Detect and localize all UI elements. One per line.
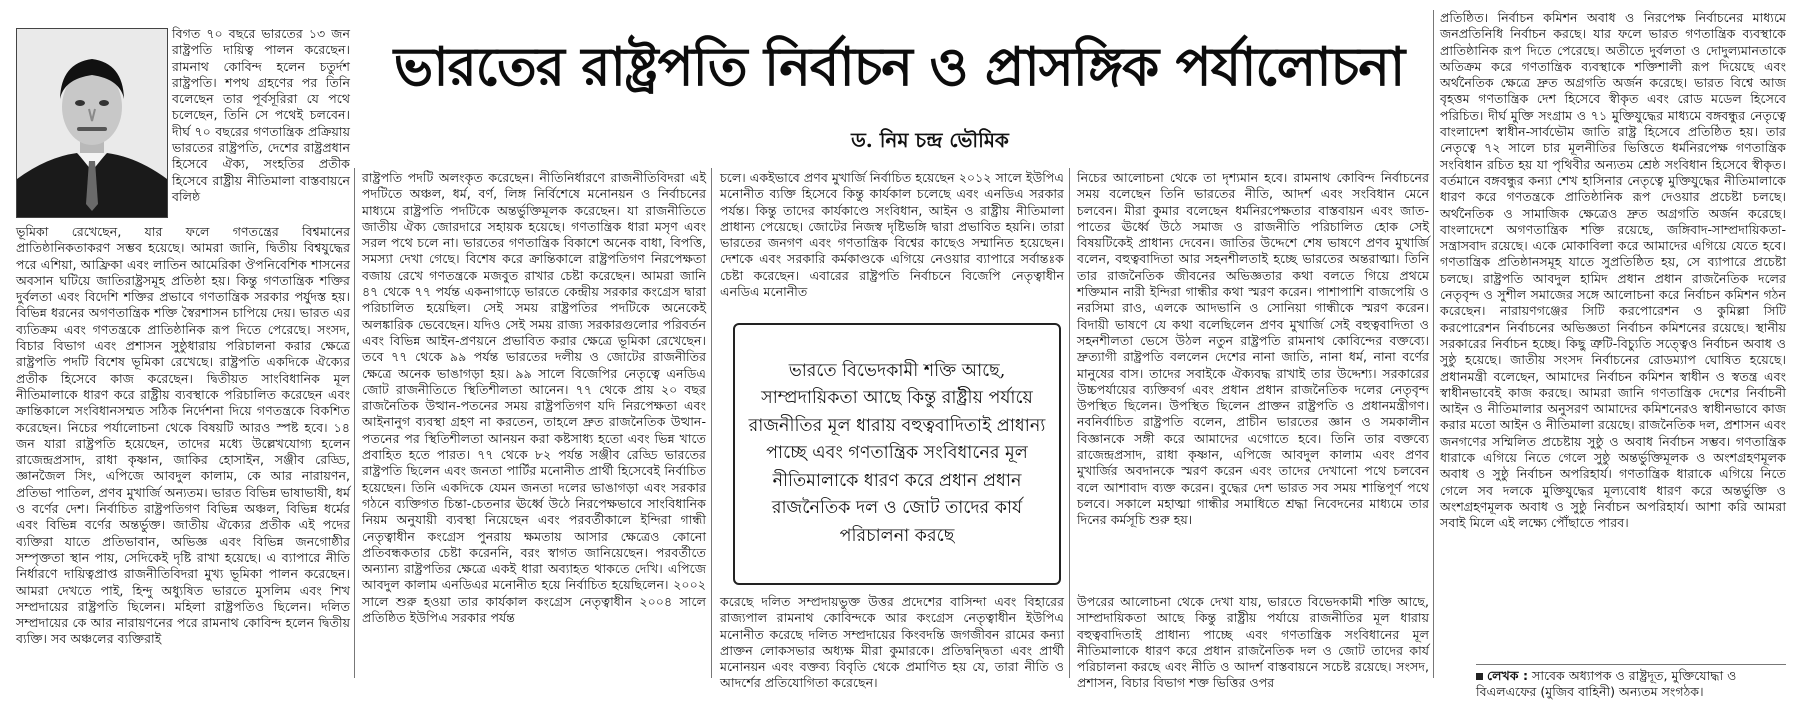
article-column-4-bottom [1077,594,1429,691]
column-divider [1433,10,1434,678]
article-column-1-beside-photo [172,26,350,218]
article-paragraph: ভূমিকা রেখেছেন, যার ফলে গণতন্ত্রের বিশ্বমানের প্রাতিষ্ঠানিকতাকরণ সম্ভব হয়েছে। আমরা জানি, দ্বিতীয় বিশ্বযুদ্ধের পরে এশিয়া, আফ্রিকা এবং লাতিন আমেরিকা ঔপনিবেশিক শাসনের অবসান ঘটিয়ে জাতিরাষ্ট্রসমূহ প্রতিষ্ঠা হয়। কিন্তু গণতান্ত্রিক শক্তির দুর্বলতা এবং বিদেশি শক্তির প্রভাবে গণতান্ত্রিক সরকার পর্যুদস্ত হয়। বিভিন্ন ধরনের অগণতান্ত্রিক শক্তি স্বৈরশাসন চাপিয়ে দেয়। ভারত এর ব্যতিক্রম এবং গণতন্ত্রকে প্রাতিষ্ঠানিক রূপ দিতে পেরেছে। সংসদ, বিচার বিভাগ এবং প্রশাসন সুষ্ঠুধারায় পরিচালনা করার ক্ষেত্রে রাষ্ট্রপতি পদটি বিশেষ ভূমিকা রেখেছে। রাষ্ট্রপতি একদিকে ঐক্যের প্রতীক হিসেবে কাজ করেছেন। দ্বিতীয়ত সাংবিধানিক মূল নীতিমালাকে ধারণ করে রাষ্ট্রীয় ব্যবস্থাকে পরিচালিত করেছেন এবং ক্রান্তিকালে সংবিধানসম্মত সঠিক নির্দেশনা দিয়ে গণতন্ত্রকে বিকশিত করেছেন। নিচের পর্যালোচনা থেকে বিষয়টি আরও স্পষ্ট হবে। ১৪ জন যারা রাষ্ট্রপতি হয়েছেন, তাদের মধ্যে উল্লেখযোগ্য হলেন রাজেন্দ্রপ্রসাদ, রাধা কৃষ্ণান, জাকির হোসাইন, সঞ্জীব রেড্ডি, জ্ঞানজৈল সিং, এপিজে আবদুল কালাম, কে আর নারায়ণন, প্রতিভা পাতিল, প্রণব মুখার্জি অন্যতম। ভারত বিভিন্ন ভাষাভাষী, ধর্ম ও বর্ণের দেশ। নির্বাচিত রাষ্ট্রপতিগণ বিভিন্ন অঞ্চল, বিভিন্ন ধর্মের এবং বিভিন্ন বর্ণের অন্তর্ভুক্ত। জাতীয় ঐক্যের প্রতীক এই পদের ব্যক্তিরা যাতে প্রতিভাবান, অভিজ্ঞ এবং বিভিন্ন জনগোষ্ঠীর সম্পৃক্ততা স্থান পায়, সেদিকেই দৃষ্টি রাখা হয়েছে। এ ব্যাপারে নীতি নির্ধারণে দায়িত্বপ্রাপ্ত রাজনীতিবিদরা মুখ্য ভূমিকা পালন করেছেন। আমরা দেখতে পাই, হিন্দু অধ্যুষিত ভারতে মুসলিম এবং শিখ সম্প্রদায়ের রাষ্ট্রপতি ছিলেন। মহিলা রাষ্ট্রপতিও ছিলেন। দলিত সম্প্রদায়ের কে আর নারায়ণনের পরে রামনাথ কোবিন্দ হলেন দ্বিতীয় ব্যক্তি। সব অঞ্চলের ব্যক্তিরাই [16,224,350,647]
article-paragraph: প্রতিষ্ঠিত। নির্বাচন কমিশন অবাধ ও নিরপেক্ষ নির্বাচনের মাধ্যমে জনপ্রতিনিধি নির্বাচন করছে। যার ফলে ভারত গণতান্ত্রিক ব্যবস্থাকে প্রাতিষ্ঠানিক রূপ দিতে পেরেছে। অতীতে দুর্বলতা ও দোদুল্যমানতাকে অতিক্রম করে গণতান্ত্রিক ব্যবস্থাকে শক্তিশালী রূপ দিয়েছে এবং অর্থনৈতিক ক্ষেত্রে দ্রুত অগ্রগতি অর্জন করেছে। ভারত বিশ্বে আজ বৃহত্তম গণতান্ত্রিক দেশ হিসেবে স্বীকৃত এবং রোড মডেল হিসেবে পরিচিত। দীর্ঘ মুক্তি সংগ্রাম ও ৭১ মুক্তিযুদ্ধের মাধ্যমে বঙ্গবন্ধুর নেতৃত্বে বাংলাদেশ স্বাধীন-সার্বভৌম জাতি রাষ্ট্র হিসেবে প্রতিষ্ঠিত হয়। তার নেতৃত্বে ৭২ সালে চার মূলনীতির ভিত্তিতে ধর্মনিরপেক্ষ গণতান্ত্রিক সংবিধান রচিত হয় যা পৃথিবীর অন্যতম শ্রেষ্ঠ সংবিধান হিসেবে স্বীকৃত। বর্তমানে বঙ্গবন্ধুর কন্যা শেখ হাসিনার নেতৃত্বে মুক্তিযুদ্ধের নীতিমালাকে ধারণ করে গণতন্ত্রকে প্রাতিষ্ঠানিক রূপ দেওয়ার প্রচেষ্টা চলছে। অর্থনৈতিক ও সামাজিক ক্ষেত্রেও দ্রুত অগ্রগতি অর্জন করেছে। বাংলাদেশে অগণতান্ত্রিক শক্তি রয়েছে, জঙ্গিবাদ-সাম্প্রদায়িকতা-সন্ত্রাসবাদ রয়েছে। একে মোকাবিলা করে আমাদের এগিয়ে যেতে হবে। গণতান্ত্রিক প্রতিষ্ঠানসমূহ যাতে সুপ্রতিষ্ঠিত হয়, সে ব্যাপারে প্রচেষ্টা চলছে। রাষ্ট্রপতি আবদুল হামিদ প্রধান প্রধান রাজনৈতিক দলের নেতৃবৃন্দ ও সুশীল সমাজের সঙ্গে আলোচনা করে নির্বাচন কমিশন গঠন করেছেন। নারায়ণগঞ্জের সিটি করপোরেশন ও কুমিল্লা সিটি করপোরেশন নির্বাচনের অভিজ্ঞতা নির্বাচন কমিশনের রয়েছে। স্থানীয় সরকারের নির্বাচন হচ্ছে। কিছু ত্রুটি-বিচ্যুতি সত্ত্বেও নির্বাচন অবাধ ও সুষ্ঠু হয়েছে। জাতীয় সংসদ নির্বাচনের রোডম্যাপ ঘোষিত হয়েছে। প্রধানমন্ত্রী বলেছেন, আমাদের নির্বাচন কমিশন স্বাধীন ও স্বতন্ত্র এবং স্বাধীনভাবেই কাজ করছে। আমরা জানি গণতান্ত্রিক দেশের নির্বাচনী আইন ও নীতিমালার অনুসরণ আমাদের কমিশনেরও স্বাধীনভাবে কাজ করার মতো আইন ও নীতিমালা রয়েছে। রাজনৈতিক দল, প্রশাসন এবং জনগণের সম্মিলিত প্রচেষ্টায় সুষ্ঠু ও অবাধ নির্বাচন সম্ভব। গণতান্ত্রিক ধারাকে এগিয়ে নিতে গেলে সুষ্ঠু অন্তর্ভুক্তিমূলক ও অংশগ্রহণমূলক অবাধ ও সুষ্ঠু নির্বাচন অপরিহার্য। গণতান্ত্রিক ধারাকে এগিয়ে নিতে গেলে সব দলকে মুক্তিযুদ্ধের মূল্যবোধ ধারণ করে অন্তর্ভুক্তি ও অংশগ্রহণমূলক অবাধ ও সুষ্ঠু নির্বাচন অপরিহার্য। আশা করি আমরা সবাই মিলে এই লক্ষ্যে পৌঁছাতে পারব। [1440,10,1786,531]
writer-note-rule [1476,664,1786,665]
author-photo [16,28,168,218]
article-column-1 [16,224,350,674]
article-paragraph: বিগত ৭০ বছরে ভারতের ১৩ জন রাষ্ট্রপতি দায়িত্ব পালন করেছেন। রামনাথ কোবিন্দ হলেন চতুর্দশ রাষ্ট্রপতি। শপথ গ্রহণের পর তিনি বলেছেন তার পূর্বসূরিরা যে পথে চলেছেন, তিনি সে পথেই চলবেন। দীর্ঘ ৭০ বছরের গণতান্ত্রিক প্রক্রিয়ায় ভারতের রাষ্ট্রপতি, দেশের রাষ্ট্রপ্রধান হিসেবে ঐক্য, সংহতির প্রতীক হিসেবে রাষ্ট্রীয় নীতিমালা বাস্তবায়নে বলিষ্ঠ [172,26,350,204]
writer-description: সাবেক অধ্যাপক ও রাষ্ট্রদূত, মুক্তিযোদ্ধা ও বিএলএফের (মুজিব বাহিনী) অন্যতম সংগঠক। [1476,668,1737,700]
article-paragraph: রাষ্ট্রপতি পদটি অলংকৃত করেছেন। নীতিনির্ধারণে রাজনীতিবিদরা এই পদটিতে অঞ্চল, ধর্ম, বর্ণ, লিঙ্গ নির্বিশেষে মনোনয়ন ও নির্বাচনের মাধ্যমে রাষ্ট্রপতি পদটিকে অন্তর্ভুক্তিমূলক করেছেন। যা রাজনীতিতে জাতীয় ঐক্য জোরদারে সহায়ক হয়েছে। গণতান্ত্রিক ধারা মসৃণ এবং সরল পথে চলে না। ভারতের গণতান্ত্রিক বিকাশে অনেক বাধা, বিপত্তি, সমস্যা দেখা গেছে। বিশেষ করে ক্রান্তিকালে রাষ্ট্রপতিগণ নিরপেক্ষতা বজায় রেখে গণতন্ত্রকে মজবুত রাখার চেষ্টা করেছেন। আমরা জানি ৪৭ থেকে ৭৭ পর্যন্ত একনাগাড়ে ভারতে কেন্দ্রীয় সরকার কংগ্রেস দ্বারা পরিচালিত হয়েছিল। সেই সময় রাষ্ট্রপতির পদটিকে অনেকেই অলঙ্কারিক ভেবেছেন। যদিও সেই সময় রাজ্য সরকারগুলোর পরিবর্তন এবং বিভিন্ন আইন-প্রণয়নে প্রভাবিত করার ক্ষেত্রে ভূমিকা রেখেছেন। তবে ৭৭ থেকে ৯৯ পর্যন্ত ভারতের দলীয় ও জোটের রাজনীতির ক্ষেত্রে অনেক ভাঙাগড়া হয়। ৯৯ সালে বিজেপির নেতৃত্বে এনডিএ জোট রাজনীতিতে স্থিতিশীলতা আনেন। ৭৭ থেকে প্রায় ২০ বছর রাজনৈতিক উত্থান-পতনের সময় রাষ্ট্রপতিগণ যদি নিরপেক্ষতা এবং আইনানুগ ব্যবস্থা গ্রহণ না করতেন, তাহলে দ্রুত রাজনৈতিক উত্থান-পতনের পর স্থিতিশীলতা আনয়ন করা কষ্টসাধ্য হতো এবং ভিন্ন খাতে প্রবাহিত হতে পারত। ৭৭ থেকে ৮২ পর্যন্ত সঞ্জীব রেড্ডি ভারতের রাষ্ট্রপতি ছিলেন এবং জনতা পার্টির মনোনীত প্রার্থী হিসেবেই নির্বাচিত হয়েছেন। তিনি একদিকে যেমন জনতা দলের ভাঙাগড়া এবং সরকার গঠনে ব্যক্তিগত চিন্তা-চেতনার ঊর্ধ্বে উঠে নিরপেক্ষভাবে সাংবিধানিক নিয়ম অনুযায়ী ব্যবস্থা নিয়েছেন এবং পরবর্তীকালে ইন্দিরা গান্ধী নেতৃত্বাধীন কংগ্রেস পুনরায় ক্ষমতায় আসার ক্ষেত্রেও কোনো প্রতিবন্ধকতার চেষ্টা করেননি, বরং স্বাগত জানিয়েছেন। পরবর্তীতে অন্যান্য রাষ্ট্রপতির ক্ষেত্রে একই ধারা অব্যাহত থাকতে দেখি। এপিজে আবদুল কালাম এনডিএর মনোনীত হয়ে নির্বাচিত হয়েছিলেন। ২০০২ সালে শুরু হওয়া তার কার্যকাল কংগ্রেস নেতৃত্বাধীন ২০০৪ সালে প্রতিষ্ঠিত ইউপিএ সরকার পর্যন্ত [362,170,706,626]
column-divider [354,168,355,678]
writer-label: লেখক : [1487,668,1528,683]
author-portrait-image [17,29,167,217]
column-divider [1069,168,1070,678]
article-paragraph: উপরের আলোচনা থেকে দেখা যায়, ভারতে বিভেদকামী শক্তি আছে, সাম্প্রদায়িকতা আছে কিন্তু রাষ্ট্রীয় পর্যায়ে রাজনীতির মূল ধারায় বহুত্ববাদিতাই প্রাধান্য পাচ্ছে এবং গণতান্ত্রিক সংবিধানের মূল নীতিমালাকে ধারণ করে প্রধান রাজনৈতিক দল ও জোট তাদের কার্য পরিচালনা করছে এবং নীতি ও আদর্শ বাস্তবায়নে সচেষ্ট রয়েছে। সংসদ, প্রশাসন, বিচার বিভাগ শক্ত ভিত্তির ওপর [1077,594,1429,691]
writer-note [1476,668,1786,701]
pull-quote: ভারতে বিভেদকামী শক্তি আছে, সাম্প্রদায়িকতা আছে কিন্তু রাষ্ট্রীয় পর্যায়ে রাজনীতির মূল ধারায় বহুত্ববাদিতাই প্রাধান্য পাচ্ছে এবং গণতান্ত্রিক সংবিধানের মূল নীতিমালাকে ধারণ করে প্রধান প্রধান রাজনৈতিক দল ও জোট তাদের কার্য পরিচালনা করছে [748,360,1046,546]
column-divider [711,168,712,678]
article-column-4-top [1077,170,1429,588]
byline: ড. নিম চন্দ্র ভৌমিক [851,128,1009,152]
article-column-3-top [720,170,1064,306]
article-column-2 [362,170,706,676]
headline: ভারতের রাষ্ট্রপতি নির্বাচন ও প্রাসঙ্গিক পর্যালোচনা [393,36,1405,98]
article-column-3-bottom [720,594,1064,691]
article-paragraph: করেছে দলিত সম্প্রদায়ভুক্ত উত্তর প্রদেশের বাসিন্দা এবং বিহারের রাজ্যপাল রামনাথ কোবিন্দকে আর কংগ্রেস নেতৃত্বাধীন ইউপিএ মনোনীত করেছে দলিত সম্প্রদায়ের কিংবদন্তি জগজীবন রামের কন্যা প্রাক্তন লোকসভার অধ্যক্ষ মীরা কুমারকে। প্রতিদ্বন্দ্বিতা এবং প্রার্থী মনোনয়ন এবং বক্তব্য বিবৃতি থেকে প্রমাণিত হয় যে, তারা নীতি ও আদর্শের প্রতিযোগিতা করেছেন। [720,594,1064,691]
pull-quote-box [733,323,1061,585]
article-paragraph: নিচের আলোচনা থেকে তা দৃশ্যমান হবে। রামনাথ কোবিন্দ নির্বাচনের সময় বলেছেন তিনি ভারতের নীতি, আদর্শ এবং সংবিধান মেনে চলবেন। মীরা কুমার বলেছেন ধর্মনিরপেক্ষতার বাস্তবায়ন এবং জাত-পাতের ঊর্ধ্বে উঠে সমাজ ও রাজনীতি পরিচালিত হোক সেই বিষয়টিকেই প্রাধান্য দেবেন। জাতির উদ্দেশে শেষ ভাষণে প্রণব মুখার্জি বলেন, বহুত্ববাদিতা আর সহনশীলতাই হচ্ছে ভারতের অন্তরাত্মা। তিনি তার রাজনৈতিক জীবনের অভিজ্ঞতার কথা বলতে গিয়ে প্রথমে শক্তিমান নারী ইন্দিরা গান্ধীর কথা স্মরণ করেন। পাশাপাশি বাজপেয়ি ও নরসিমা রাও, এলকে আদভানি ও সোনিয়া গান্ধীকে স্মরণ করেন। বিদায়ী ভাষণে যে কথা বলেছিলেন প্রণব মুখার্জি সেই বহুত্ববাদিতা ও সহনশীলতা ভেসে উঠল নতুন রাষ্ট্রপতি রামনাথ কোবিন্দের বক্তব্যে। দ্রুত্যাগী রাষ্ট্রপতি বললেন দেশের নানা জাতি, নানা ধর্ম, নানা বর্ণের মানুষের বাস। তাদের সবাইকে ঐক্যবদ্ধ রাখাই তার উদ্দেশ্য। সরকারের উচ্চপর্যায়ের ব্যক্তিবর্গ এবং প্রধান প্রধান রাজনৈতিক দলের নেতৃবৃন্দ উপস্থিত ছিলেন। উপস্থিত ছিলেন প্রাক্তন রাষ্ট্রপতি ও প্রধানমন্ত্রীগণ। নবনির্বাচিত রাষ্ট্রপতি বলেন, প্রাচীন ভারতের জ্ঞান ও সমকালীন বিজ্ঞানকে সঙ্গী করে আমাদের এগোতে হবে। তিনি তার বক্তব্যে রাজেন্দ্রপ্রসাদ, রাধা কৃষ্ণান, এপিজে আবদুল কালাম এবং প্রণব মুখার্জির অবদানকে স্মরণ করেন এবং তাদের দেখানো পথে চলবেন বলে আশাবাদ ব্যক্ত করেন। বুদ্ধের দেশ ভারত সব সময় শান্তিপূর্ণ পথে চলবে। সকালে মহাত্মা গান্ধীর সমাধিতে শ্রদ্ধা নিবেদনের মাধ্যমে তার দিনের কর্মসূচি শুরু হয়। [1077,170,1429,528]
bullet-square-icon [1476,673,1483,680]
article-column-5 [1440,10,1786,658]
article-paragraph: চলে। একইভাবে প্রণব মুখার্জি নির্বাচিত হয়েছেন ২০১২ সালে ইউপিএ মনোনীত ব্যক্তি হিসেবে কিন্তু কার্যকাল চলেছে এবং এনডিএ সরকার পর্যন্ত। কিন্তু তাদের কার্যকাণ্ডে সংবিধান, আইন ও রাষ্ট্রীয় নীতিমালা প্রাধান্য পেয়েছে। জোটের নিজস্ব দৃষ্টিভঙ্গি দ্বারা প্রভাবিত হয়নি। তারা ভারতের জনগণ এবং গণতান্ত্রিক বিশ্বের কাছেও সম্মানিত হয়েছেন। দেশকে এবং সরকারি কর্মকাণ্ডকে এগিয়ে নেওয়ার ব্যাপারে সর্বান্তঃক চেষ্টা করেছেন। এবারের রাষ্ট্রপতি নির্বাচনে বিজেপি নেতৃত্বাধীন এনডিএ মনোনীত [720,170,1064,300]
